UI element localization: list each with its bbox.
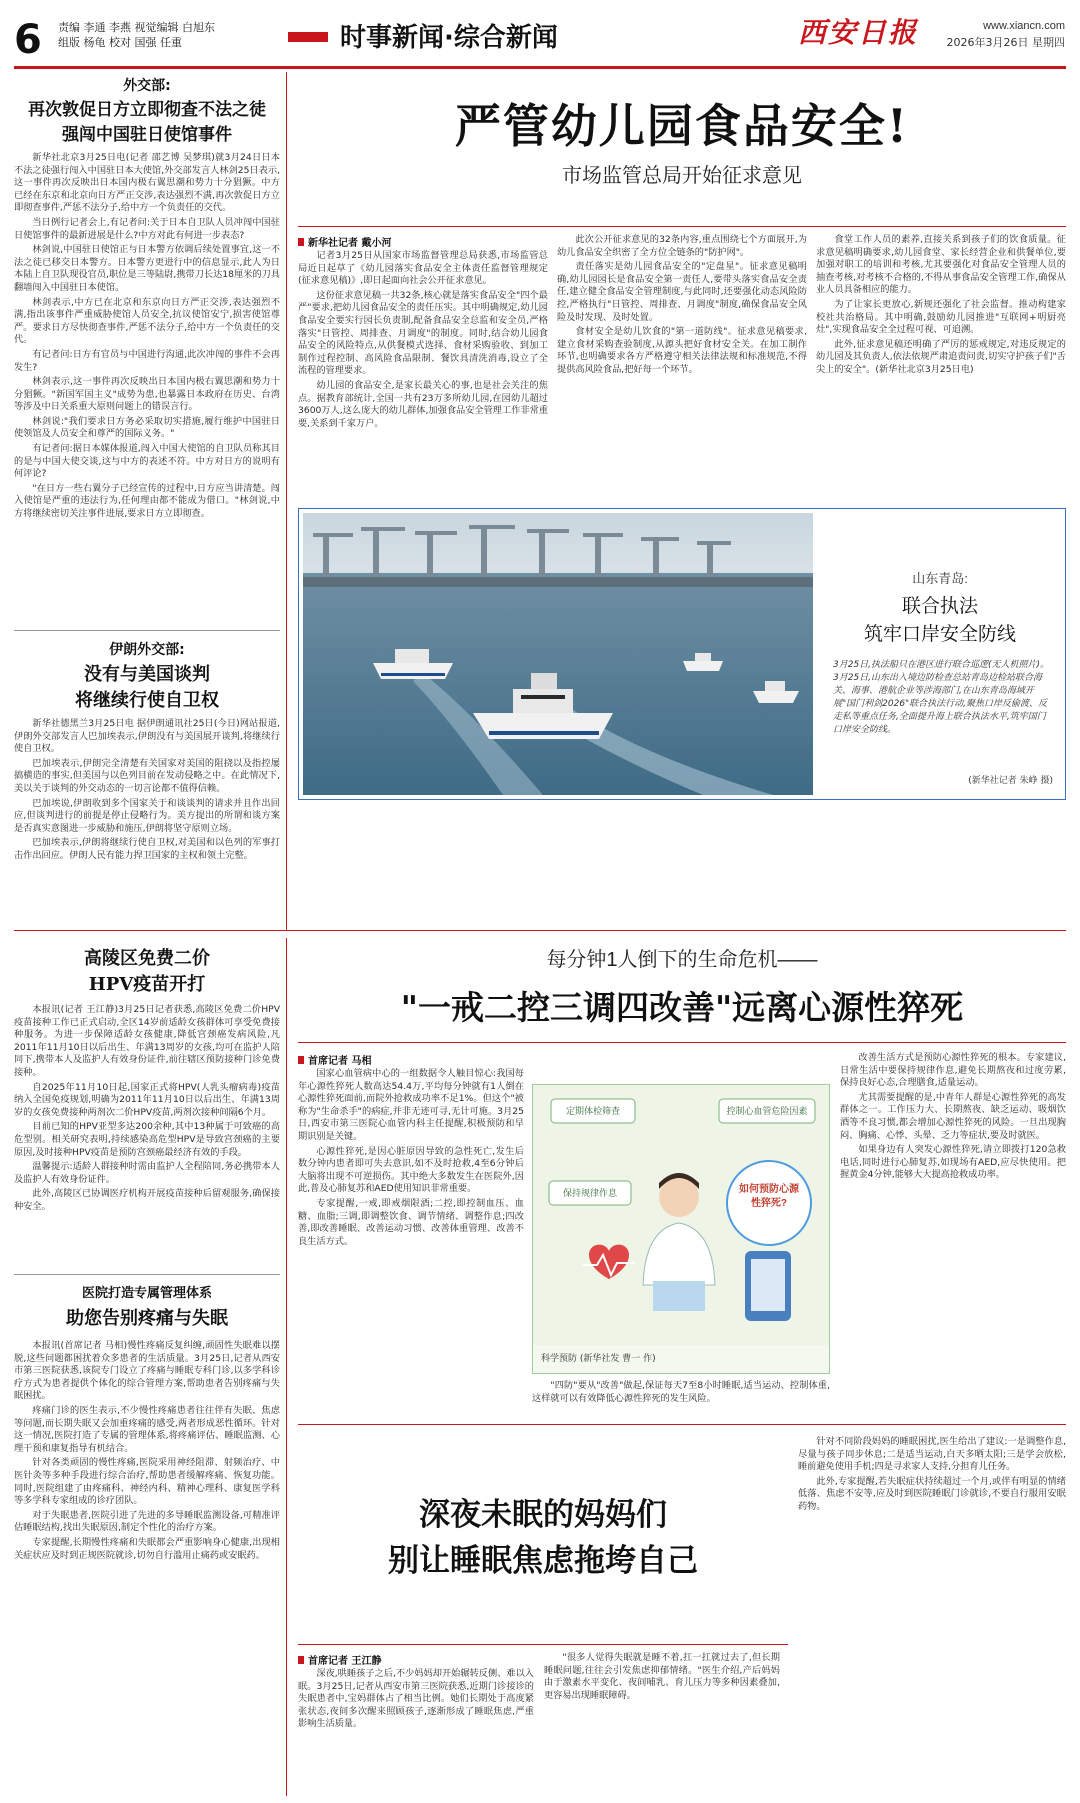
story-divider bbox=[14, 1274, 280, 1275]
paragraph: 巴加埃表示,伊朗将继续行使自卫权,对美国和以色列的军事打击作出回应。伊朗人民有能力捍卫国家的主权和领土完整。 bbox=[14, 837, 280, 861]
paragraph: 此外,专家提醒,若失眠症状持续超过一个月,或伴有明显的情绪低落、焦虑不安等,应及时到医院睡眠门诊就诊,不要自行服用安眠药物。 bbox=[798, 1475, 1066, 1512]
sleep-rule bbox=[298, 1644, 788, 1645]
heart-closing bbox=[532, 1380, 830, 1418]
paragraph: 对于失眠患者,医院引进了先进的多导睡眠监测设备,可精准评估睡眠结构,找出失眠原因,制定个性化的治疗方案。 bbox=[14, 1509, 280, 1534]
sleep-column-2 bbox=[544, 1652, 780, 1796]
story-headline[interactable] bbox=[14, 946, 280, 998]
paragraph: "在日方一些右翼分子已经宣传的过程中,日方应当讲清楚。闯入使馆是严重的违法行为,任何理由都不能成为借口。"林剑说,中方将继续密切关注事件进展,要求日方立即彻查。 bbox=[14, 482, 280, 520]
sea bbox=[303, 573, 813, 795]
paragraph: 当日例行记者会上,有记者问:关于日本自卫队人员冲闯中国驻日使馆事件的最新进展是什么?中方对此有何进一步表态? bbox=[14, 216, 280, 241]
lead-column-1 bbox=[298, 250, 548, 498]
sleep-column-1 bbox=[298, 1668, 534, 1796]
paragraph: 改善生活方式是预防心源性猝死的根本。专家建议,日常生活中要保持规律作息,避免长期熬夜和过度劳累,保持良好心态,合理膳食,适量运动。 bbox=[840, 1052, 1066, 1089]
story-headline[interactable] bbox=[14, 98, 280, 148]
heart-headline[interactable]: "一戒二控三调四改善"远离心源性猝死 bbox=[400, 988, 964, 1027]
lead-column-3 bbox=[816, 234, 1066, 498]
story-body bbox=[14, 718, 280, 924]
story-divider bbox=[14, 630, 280, 631]
illustration-label: 如何预防心源性猝死? bbox=[739, 1184, 799, 1209]
editor-credits bbox=[58, 20, 238, 50]
paragraph: 专家提醒,长期慢性疼痛和失眠都会严重影响身心健康,出现相关症状应及时到正规医院就诊,切勿自行滥用止痛药或安眠药。 bbox=[14, 1536, 280, 1561]
paragraph: 有记者问:据日本媒体报道,闯入中国大使馆的自卫队员称其目的是与中国大使交谈,这与中方的表述不符。中方对日方的说明有何评论? bbox=[14, 443, 280, 480]
paragraph: 有记者问:日方有官员与中国进行沟通,此次冲闯的事件不会再发生? bbox=[14, 348, 280, 373]
paragraph: 自2025年11月10日起,国家正式将HPV(人乳头瘤病毒)疫苗纳入全国免疫规划,明确为2011年11月10日以后出生、年满13周岁的女孩免费接种两剂次二价HPV疫苗,两剂次接种间隔6个月。 bbox=[14, 1081, 280, 1118]
photo-headline bbox=[819, 593, 1061, 649]
paragraph: 温馨提示:适龄人群接种时需由监护人全程陪同,务必携带本人及监护人有效身份证件。 bbox=[14, 1161, 280, 1185]
lead-headline[interactable]: 严管幼儿园食品安全! bbox=[454, 99, 910, 153]
headline-line: HPV疫苗开打 bbox=[88, 974, 206, 995]
illustration-credit: 科学预防 (新华社发 曹一 作) bbox=[541, 1354, 656, 1364]
headline-line: 高陵区免费二价 bbox=[84, 948, 210, 969]
column-divider bbox=[286, 938, 287, 1796]
pier bbox=[303, 577, 813, 587]
doctor-illustration bbox=[533, 1085, 830, 1345]
story-body bbox=[14, 152, 280, 624]
lead-column-2 bbox=[557, 234, 807, 498]
headline-line: 再次敦促日方立即彻查不法之徒 bbox=[28, 100, 266, 120]
photo-location: 山东青岛: bbox=[912, 571, 968, 586]
paragraph: 巴加埃说,伊朗收到多个国家关于和谈谈判的请求并且作出回应,但谈判进行的前提是停止侵略行为。美方提出的所谓和谈方案是否真实意图进一步威胁和施压,伊朗将坚守原则立场。 bbox=[14, 797, 280, 834]
paragraph: 食堂工作人员的素养,直接关系到孩子们的饮食质量。征求意见稿明确要求,幼儿园食堂、家长经营企业和供餐单位,要加强对职工的培训和考核,尤其要强化对食品安全管理人员的抽查考核,对考核不合格的,不得从事食品安全管理工作,确保从业人员具备相应的能力。 bbox=[816, 234, 1066, 296]
paragraph: 目前已知的HPV亚型多达200余种,其中13种属于可致癌的高危型别。相关研究表明,持续感染高危型HPV是导致宫颈癌的主要原因,及时接种HPV疫苗是预防宫颈癌最经济有效的手段。 bbox=[14, 1121, 280, 1158]
paragraph: 责任落实是幼儿园食品安全的"定盘星"。征求意见稿明确,幼儿园园长是食品安全第一责任人,要带头落实食品安全责任,建立健全食品安全管理制度,与此同时,还要强化动态风险防控,严格执行"日管控、周排查、月调度"制度,确保食品安全风险及时发现、及时处置。 bbox=[557, 261, 807, 323]
photo-credit: (新华社记者 朱峥 摄) bbox=[968, 776, 1053, 786]
paragraph: 针对不同阶段妈妈的睡眠困扰,医生给出了建议:一是调整作息,尽量与孩子同步休息;二是适当运动,白天多晒太阳;三是学会放松,睡前避免使用手机;四是寻求家人支持,分担育儿任务。 bbox=[798, 1436, 1066, 1473]
paragraph: 心源性猝死,是因心脏原因导致的急性死亡,发生后数分钟内患者即可失去意识,如不及时抢救,4至6分钟后大脑将出现不可逆损伤。其中绝大多数发生在医院外,因此,普及心肺复苏和AED使用知识非常重要。 bbox=[298, 1145, 524, 1195]
photo-box bbox=[298, 508, 1066, 800]
paragraph: 林剑说:"我们要求日方务必采取切实措施,履行维护中国驻日使领馆及人员安全和尊严的国际义务。" bbox=[14, 415, 280, 440]
paragraph: 此外,高陵区已协调医疗机构开展疫苗接种后留观服务,确保接种安全。 bbox=[14, 1188, 280, 1212]
paragraph: "很多人觉得失眠就是睡不着,扛一扛就过去了,但长期睡眠问题,往往会引发焦虑抑郁情绪。"医生介绍,产后妈妈由于激素水平变化、夜间哺乳、育儿压力等多种因素叠加,更容易出现睡眠障碍。 bbox=[544, 1652, 780, 1701]
issue-date: 2026年3月26日 星期四 bbox=[946, 36, 1065, 49]
paragraph: 此外,征求意见稿还明确了严厉的惩戒规定,对违反规定的幼儿园及其负责人,依法依规严肃追责问责,切实守护孩子们"舌尖上的安全"。(新华社北京3月25日电) bbox=[816, 338, 1066, 375]
paragraph: 林剑说,中国驻日使馆正与日本警方依调后续处置事宜,这一不法之徒已移交日本警方。日本警方更进行中的信息显示,此人为日本陆上自卫队现役官员,职位是三等陆尉,携带刀长达18厘米的刀具翻墙闯入中国驻日本使馆。 bbox=[14, 244, 280, 293]
heart-kicker: 每分钟1人倒下的生命危机—— bbox=[546, 949, 818, 971]
harbor-photo-graphic bbox=[303, 513, 813, 795]
heart-column-2 bbox=[840, 1052, 1066, 1418]
lead-subhead: 市场监管总局开始征求意见 bbox=[562, 163, 802, 187]
paragraph: 国家心血管病中心的一组数据令人触目惊心:我国每年心源性猝死人数高达54.4万,平均每分钟就有1人倒在心源性猝死面前,而院外抢救成功率不足1%。但这个"被称为"生命杀手"的病症,并非无迹可寻,无计可施。3月25日,西安市第三医院心血管内科主任提醒,积极预防和早期识别是关键。 bbox=[298, 1068, 524, 1142]
column-divider bbox=[286, 72, 287, 930]
story-kicker: 医院打造专属管理体系 bbox=[81, 1286, 212, 1301]
paragraph: 尤其需要提醒的是,中青年人群是心源性猝死的高发群体之一。工作压力大、长期熬夜、缺乏运动、吸烟饮酒等不良习惯,都会增加心源性猝死的风险。一旦出现胸闷、胸痛、心悸、头晕、乏力等症状,要及时就医。 bbox=[840, 1091, 1066, 1141]
paragraph: 食材安全是幼儿饮食的"第一道防线"。征求意见稿要求,建立食材采购查验制度,从源头把好食材安全关。在加工制作环节,也明确要求各方严格遵守相关法律法规和标准规范,不得提供高风险食品,把好每一个环节。 bbox=[557, 326, 807, 375]
section-title: 时事新闻·综合新闻 bbox=[340, 23, 558, 53]
illustration-label: 保持规律作息 bbox=[562, 1188, 617, 1198]
illustration-label: 定期体检筛查 bbox=[565, 1106, 620, 1116]
masthead-rule bbox=[14, 66, 1066, 69]
paragraph: 疼痛门诊的医生表示,不少慢性疼痛患者往往伴有失眠、焦虑等问题,而长期失眠又会加重疼痛的感受,两者形成恶性循环。针对这一情况,医院打造了专属的管理体系,将疼痛评估、睡眠监测、心理干预和康复指导有机结合。 bbox=[14, 1404, 280, 1454]
page-number: 6 bbox=[14, 17, 42, 63]
paragraph: 幼儿园的食品安全,是家长最关心的事,也是社会关注的焦点。据教育部统计,全国一共有23万多所幼儿园,在园幼儿超过3600万人,这么庞大的幼儿群体,加强食品安全管理工作非常重要,关系到千家万户。 bbox=[298, 379, 548, 429]
editor-line-1: 责编 李通 李燕 视觉编辑 白旭东 bbox=[58, 21, 215, 34]
story-headline[interactable] bbox=[14, 662, 280, 714]
lead-byline: 新华社记者 戴小河 bbox=[298, 234, 548, 249]
paragraph: 此次公开征求意见的32条内容,重点围绕七个方面展开,为幼儿食品安全织密了全方位全链条的"防护网"。 bbox=[557, 234, 807, 258]
paragraph: 如果身边有人突发心源性猝死,请立即拨打120急救电话,同时进行心肺复苏,如现场有AED,应尽快使用。把握黄金4分钟,能够大大提高抢救成功率。 bbox=[840, 1144, 1066, 1181]
harbor-photo[interactable] bbox=[303, 513, 813, 795]
story-body bbox=[14, 1340, 280, 1796]
paragraph: 林剑表示,这一事件再次反映出日本国内极右翼思潮和势力十分猖獗。"新国军国主义"成势为患,也暴露日本政府在历史、台湾等涉及中日关系重大原则问题上的错误言行。 bbox=[14, 376, 280, 413]
paragraph: 针对各类顽固的慢性疼痛,医院采用神经阻滞、射频治疗、中医针灸等多种手段进行综合治疗,帮助患者缓解疼痛、恢复功能。同时,医院组建了由疼痛科、神经内科、精神心理科、康复医学科等多学科专家组成的诊疗团队。 bbox=[14, 1457, 280, 1507]
editor-line-2: 组版 杨龟 校对 国强 任重 bbox=[58, 36, 182, 49]
heart-illustration[interactable] bbox=[532, 1084, 830, 1374]
lead-rule bbox=[298, 226, 1066, 227]
paragraph: 新华社北京3月25日电(记者 邵艺博 吴梦琪)就3月24日日本不法之徒强行闯入中国驻日本大使馆,外交部发言人林剑25日表示,这一事件再次反映出日本国内极右翼思潮和势力十分猖獗。中方已经在东京和北京向日方严正交涉,表达强烈不满,再次敦促日方立即彻查事件,严惩不法分子,给中方一个负责任的交代。 bbox=[14, 152, 280, 214]
paragraph: 专家提醒,一戒,即戒烟限酒;二控,即控制血压、血糖、血脂;三调,即调整饮食、调节情绪、调整作息;四改善,即改善睡眠、改善运动习惯、改善体重管理、改善不良生活方式。 bbox=[298, 1197, 524, 1247]
headline-line: 深夜未眠的妈妈们 bbox=[419, 1497, 667, 1533]
story-headline[interactable]: 助您告别疼痛与失眠 bbox=[66, 1308, 228, 1329]
sleep-byline: 首席记者 王江静 bbox=[298, 1652, 534, 1667]
illustration-label: 控制心血管危险因素 bbox=[726, 1106, 808, 1116]
paragraph: "四防"要从"改善"做起,保证每天7至8小时睡眠,适当运动、控制体重,这样就可以有效降低心源性猝死的发生风险。 bbox=[532, 1380, 830, 1404]
section-divider bbox=[14, 930, 1066, 931]
sleep-column-3 bbox=[798, 1436, 1066, 1796]
sleep-headline[interactable] bbox=[298, 1492, 788, 1584]
paragraph: 记者3月25日从国家市场监督管理总局获悉,市场监管总局近日起草了《幼儿园落实食品安全主体责任监督管理规定(征求意见稿)》,即日起面向社会公开征求意见。 bbox=[298, 250, 548, 287]
newspaper-logo: 西安日报 bbox=[798, 16, 919, 49]
paragraph: 林剑表示,中方已在北京和东京向日方严正交涉,表达强烈不满,指出该事件严重威胁使馆人员安全,抗议使馆安宁,损害使馆尊严。要求日方尽快彻查事件,严惩不法分子,给中方一个负责任的交代。 bbox=[14, 296, 280, 346]
newspaper-url[interactable]: www.xiancn.com bbox=[983, 20, 1065, 32]
paragraph: 为了让家长更放心,新规还强化了社会监督。推动构建家校社共治格局。其中明确,鼓励幼儿园推进"互联网+明厨亮灶",实现食品安全全过程可视、可追溯。 bbox=[816, 298, 1066, 336]
paragraph: 巴加埃表示,伊朗完全清楚有关国家对美国的阻挠以及指控屡搞横造的事实,但美国与以色列目前在发动侵略之中。在此情况下,美以关于谈判的外交动态的一切言论都不值得信赖。 bbox=[14, 757, 280, 794]
photo-caption: 3月25日,执法船只在港区进行联合巡逻(无人机照片)。3月25日,山东出入境边防检查总站青岛边检站联合海关、海事、港航企业等涉海部门,在山东青岛海域开展"国门利剑2026"联合执法行动,聚焦口岸反偷渡、反走私等重点任务,全面提升海上联合执法水平,筑牢国门口岸安全防线。 bbox=[833, 660, 1050, 735]
paragraph: 这份征求意见稿一共32条,核心就是落实食品安全"四个最严"要求,把幼儿园食品安全的责任压实。其中明确规定,幼儿园食品安全要实行园长负责制,配备食品安全总监和安全员,严格落实"日管控、周排查、月调度"的制度。同时,结合幼儿园食品安全的风险特点,从供餐模式选择、食材采购验收、到加工制作过程控制、高风险食品限制、餐饮具清洗消毒,设立了全流程的管理要求。 bbox=[298, 289, 548, 377]
story-divider bbox=[298, 1424, 1066, 1425]
story-body bbox=[14, 1004, 280, 1268]
story-kicker: 伊朗外交部: bbox=[109, 642, 185, 658]
story-kicker: 外交部: bbox=[123, 78, 171, 94]
headline-line: 联合执法 bbox=[901, 596, 978, 617]
section-marker bbox=[288, 32, 328, 42]
paragraph: 新华社德黑兰3月25日电 据伊朗通讯社25日(今日)网站报道,伊朗外交部发言人巴加埃表示,伊朗没有与美国展开谈判,将继续行使自卫权。 bbox=[14, 718, 280, 755]
heart-column-1 bbox=[298, 1068, 524, 1414]
headline-line: 强闯中国驻日使馆事件 bbox=[62, 125, 232, 145]
paragraph: 本报讯(首席记者 马相)慢性疼痛反复纠缠,顽固性失眠难以摆脱,这些问题都困扰着众多患者的生活质量。3月25日,记者从西安市第三医院获悉,该院专门设立了疼痛与睡眠专科门诊,以多学科诊疗方式为患者提供个体化的综合管理方案,帮助患者告别疼痛与失眠困扰。 bbox=[14, 1340, 280, 1402]
photo-caption-panel bbox=[819, 513, 1061, 795]
headline-line: 没有与美国谈判 bbox=[84, 664, 210, 685]
heart-byline: 首席记者 马相 bbox=[298, 1052, 524, 1067]
headline-line: 将继续行使自卫权 bbox=[75, 690, 219, 711]
paragraph: 本报讯(记者 王江静)3月25日记者获悉,高陵区免费二价HPV疫苗接种工作已正式启动,全区14岁前适龄女孩群体可享受免费接种服务。为进一步保障适龄女孩健康,降低宫颈癌发病风险,凡2011年11月10日以后出生、年满13周岁的女孩,均可在监护人陪同下,携带本人及监护人有效身份证件,前往辖区预防接种门诊免费接种。 bbox=[14, 1004, 280, 1078]
headline-line: 别让睡眠焦虑拖垮自己 bbox=[388, 1543, 698, 1579]
paragraph: 深夜,哄睡孩子之后,不少妈妈却开始辗转反侧、难以入眠。3月25日,记者从西安市第三医院获悉,近期门诊接诊的失眠患者中,宝妈群体占了相当比例。她们长期处于高度紧张状态,夜间多次醒来照顾孩子,逐渐形成了睡眠焦虑,严重影响生活质量。 bbox=[298, 1668, 534, 1730]
headline-line: 筑牢口岸安全防线 bbox=[863, 624, 1016, 645]
heart-rule bbox=[298, 1042, 1066, 1043]
